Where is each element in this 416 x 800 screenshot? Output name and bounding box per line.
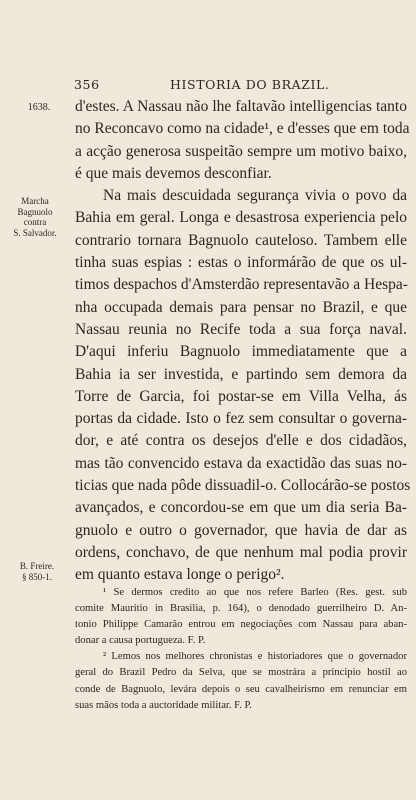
text-line: é que mais devemos desconfiar.	[75, 164, 272, 182]
running-title: HISTORIA DO BRAZIL.	[170, 77, 330, 92]
text-line: tinha suas espias : estas o informárão de que os ul-	[75, 254, 407, 272]
text-line: dor, e até contra os desejos d'elle e dos cidadãos,	[75, 432, 407, 450]
text-line: contrario tornara Bagnuolo cauteloso. Tambem elle	[75, 231, 407, 249]
text-line: gnuolo e outro o governador, que havia de dar as	[75, 521, 407, 539]
text-line: no Reconcavo como na cidade¹, e d'esses que em toda	[75, 120, 410, 138]
footnote-line: suas mãos toda a auctoridade militar. F. P.	[75, 699, 252, 711]
footnote-line: ¹ Se dermos credito ao que nos refere Barleo (Res. gest. sub	[103, 587, 407, 598]
text-line: portas da cidade. Isto o fez sem consultar o governa-	[75, 410, 407, 428]
text-line: mas tão convencido estava da exactidão das suas no-	[75, 454, 407, 472]
text-line: nha occupada demais para pensar no Brazil, e que	[75, 298, 407, 316]
margin-year: 1638.	[27, 102, 51, 113]
text-line: em quanto estava longe o perigo².	[75, 566, 285, 584]
footnotes	[75, 585, 407, 714]
page-number: 356	[74, 77, 100, 92]
text-line: d'estes. A Nassau não lhe faltavão intelligencias tanto	[75, 98, 407, 115]
text-line: avançados, e concordou-se em que um dia seria Ba-	[75, 499, 407, 517]
text-line: Nassau reunia no Recife toda a sua força naval.	[75, 320, 407, 338]
footnote-line: comite Mauritio in Brasilia, p. 164), o denodado guerrilheiro D. An-	[75, 603, 407, 615]
text-line: D'aqui inferiu Bagnuolo immediatamente que a	[75, 343, 407, 361]
text-line: Torre de Garcia, foi postar-se em Villa Velha, ás	[75, 387, 407, 405]
text-line: ticias que nada pôde dissuadil-o. Collocárão-se postos	[75, 477, 411, 495]
main-text	[75, 96, 411, 587]
footnote-line: conde de Bagnuolo, levára depois o seu cavalheirismo em renunciar em	[75, 683, 407, 695]
text-line: Bahia ia ser investida, e partindo sem demora da	[75, 365, 407, 383]
footnote-line: ² Lemos nos melhores chronistas e historiadores que o governador	[103, 651, 407, 663]
text-line: Na mais descuidada segurança vivia o povo da	[103, 187, 407, 205]
text-line: Bahia em geral. Longa e desastrosa experiencia pelo	[75, 209, 407, 227]
footnote-line: tonio Philippe Camarão entrou em negociações com Nassau para aban-	[75, 619, 407, 631]
footnote-line: donar a causa portugueza. F. P.	[75, 635, 206, 647]
page-header	[66, 77, 406, 97]
text-line: ordens, conchavo, de que nenhum mal podia provir	[75, 543, 407, 561]
text-line: timos despachos d'Amsterdão representavão a Hespa-	[75, 276, 408, 294]
margin-note-reference: B. Freire. § 850-1.	[19, 561, 55, 582]
footnote-line: geral do Brazil Pedro da Selva, que se mostrára a principio hostil ao	[75, 667, 407, 679]
margin-note-march: Marcha Bagnuolo contra S. Salvador.	[13, 196, 57, 238]
text-line: a acção generosa suspeitão sempre um motivo baixo,	[75, 142, 407, 160]
